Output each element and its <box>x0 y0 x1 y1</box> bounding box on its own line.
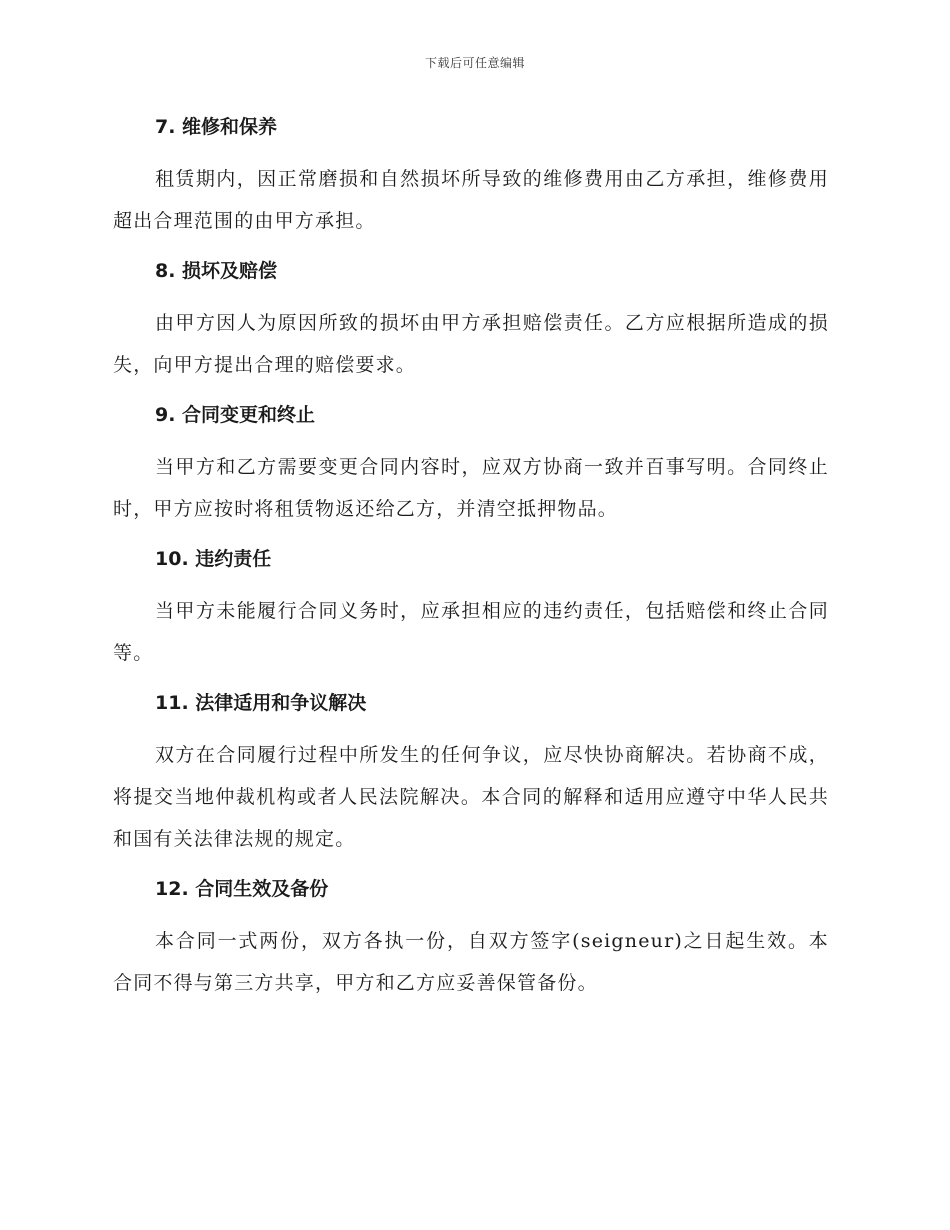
section-paragraph: 由甲方因人为原因所致的损坏由甲方承担赔偿责任。乙方应根据所造成的损失，向甲方提出合理的赔偿要求。 <box>113 312 829 376</box>
section-8 <box>113 254 829 386</box>
section-paragraph: 当甲方和乙方需要变更合同内容时，应双方协商一致并百事写明。合同终止时，甲方应按时将租赁物返还给乙方，并清空抵押物品。 <box>113 456 829 520</box>
section-7 <box>113 110 829 242</box>
page-header: 下载后可任意编辑 <box>424 56 525 70</box>
section-paragraph: 当甲方未能履行合同义务时，应承担相应的违约责任，包括赔偿和终止合同等。 <box>113 600 829 664</box>
section-12 <box>113 872 829 1004</box>
section-heading: 7. 维修和保养 <box>155 116 278 138</box>
section-11 <box>113 686 829 860</box>
section-heading: 8. 损坏及赔偿 <box>155 260 278 282</box>
section-paragraph: 双方在合同履行过程中所发生的任何争议，应尽快协商解决。若协商不成，将提交当地仲裁机构或者人民法院解决。本合同的解释和适用应遵守中华人民共和国有关法律法规的规定。 <box>113 744 829 850</box>
section-heading: 11. 法律适用和争议解决 <box>155 692 367 714</box>
section-heading: 10. 违约责任 <box>155 548 272 570</box>
section-10 <box>113 542 829 674</box>
section-heading: 12. 合同生效及备份 <box>155 878 329 900</box>
section-9 <box>113 398 829 530</box>
document-body <box>113 110 829 1016</box>
section-heading: 9. 合同变更和终止 <box>155 404 316 426</box>
section-paragraph: 本合同一式两份，双方各执一份，自双方签字(seigneur)之日起生效。本合同不得与第三方共享，甲方和乙方应妥善保管备份。 <box>113 930 829 994</box>
section-paragraph: 租赁期内，因正常磨损和自然损坏所导致的维修费用由乙方承担，维修费用超出合理范围的由甲方承担。 <box>113 168 829 232</box>
